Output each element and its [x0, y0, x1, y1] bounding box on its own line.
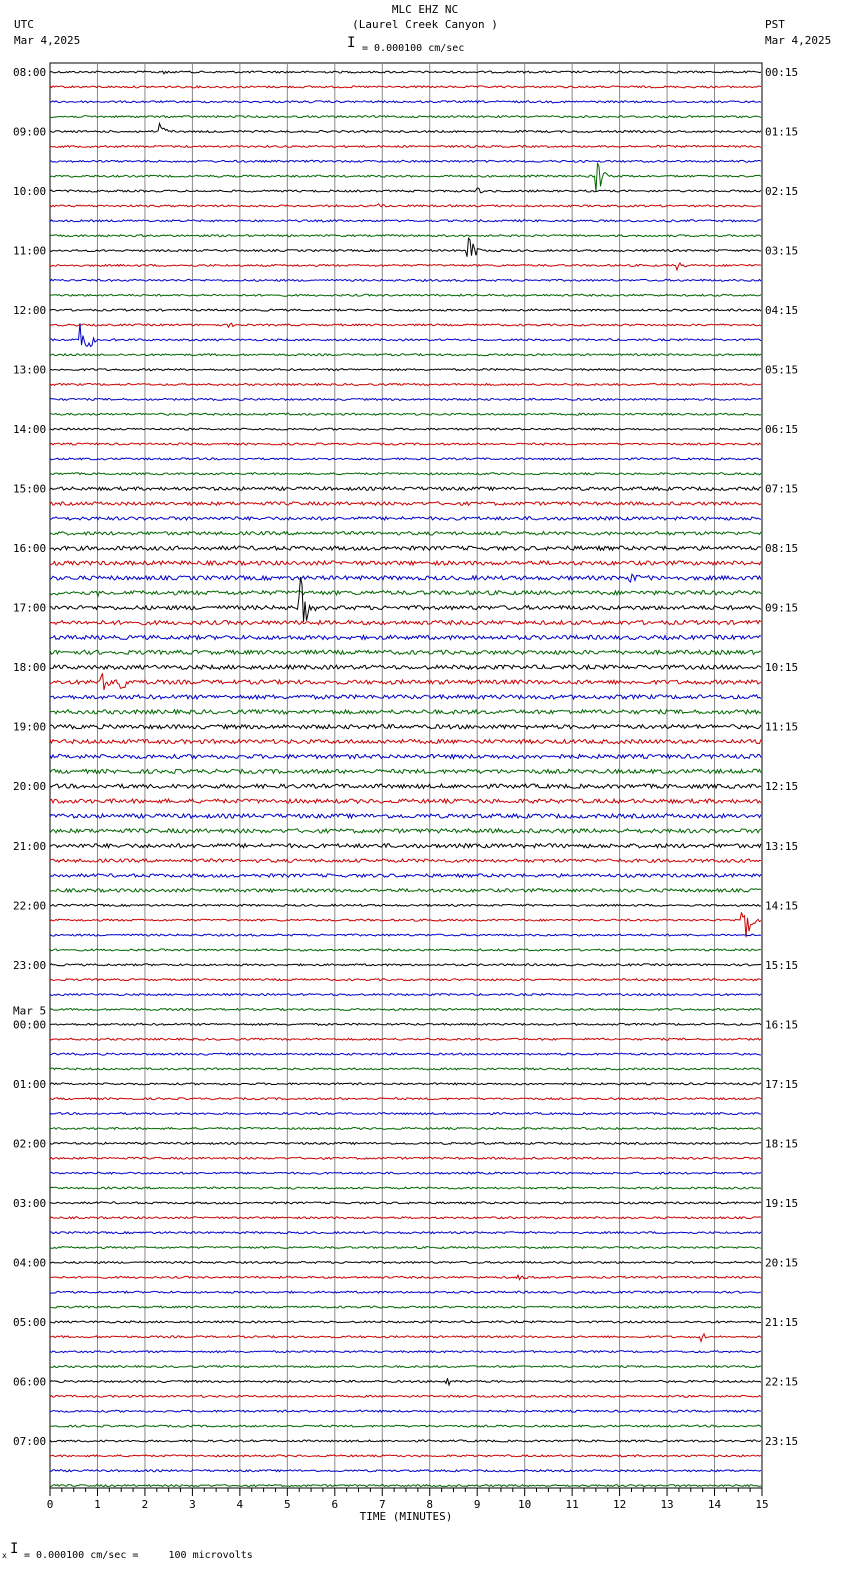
seismic-trace: [50, 964, 761, 966]
seismic-trace: [50, 428, 761, 430]
plot-frame: [50, 63, 762, 1488]
seismic-trace: [50, 101, 761, 103]
pst-hour-label: 11:15: [765, 720, 799, 734]
utc-hour-label: 03:00: [13, 1196, 47, 1210]
seismic-trace: [50, 1334, 761, 1342]
x-tick-label: 11: [565, 1498, 579, 1511]
seismic-trace: [50, 1351, 761, 1353]
utc-hour-label: 21:00: [13, 839, 47, 853]
seismic-trace: [50, 188, 761, 193]
utc-hour-label: 08:00: [13, 66, 47, 79]
seismic-trace: [50, 769, 761, 773]
seismic-trace: [50, 323, 761, 327]
seismic-trace: [50, 1008, 761, 1010]
utc-hour-label: 04:00: [13, 1256, 47, 1270]
utc-hour-label: 23:00: [13, 958, 47, 972]
seismic-trace: [50, 904, 761, 906]
seismic-trace: [50, 1275, 761, 1280]
seismic-trace: [50, 354, 761, 356]
right-timezone: PST: [765, 18, 785, 31]
pst-hour-label: 05:15: [765, 363, 799, 377]
seismic-trace: [50, 710, 761, 714]
seismic-trace: [50, 1142, 761, 1144]
pst-hour-label: 10:15: [765, 661, 799, 675]
seismic-trace: [50, 309, 761, 311]
seismic-trace: [50, 160, 761, 162]
seismic-trace: [50, 398, 761, 400]
x-tick-label: 12: [612, 1498, 627, 1511]
pst-hour-label: 19:15: [765, 1196, 799, 1210]
pst-hour-label: 00:15: [765, 66, 799, 79]
seismic-trace: [50, 1157, 761, 1159]
seismic-trace: [50, 1068, 761, 1070]
seismic-trace: [50, 220, 761, 222]
seismic-trace: [50, 859, 761, 862]
pst-hour-label: 18:15: [765, 1137, 799, 1151]
seismic-trace: [50, 650, 761, 654]
x-tick-label: 4: [236, 1498, 244, 1511]
seismic-trace: [50, 369, 761, 371]
seismic-trace: [50, 1440, 761, 1442]
pst-hour-label: 13:15: [765, 839, 799, 853]
x-tick-label: 9: [473, 1498, 481, 1511]
utc-hour-label: 12:00: [13, 304, 47, 318]
seismic-trace: [50, 577, 761, 622]
seismic-trace: [50, 458, 761, 460]
seismic-trace: [50, 844, 761, 848]
seismic-trace: [50, 204, 761, 207]
utc-hour-label: 10:00: [13, 185, 47, 199]
seismic-trace: [50, 279, 761, 281]
seismic-trace: [50, 502, 761, 505]
seismic-trace: [50, 517, 761, 520]
seismic-trace: [50, 238, 761, 257]
seismic-trace: [50, 263, 761, 270]
seismic-trace: [50, 1455, 761, 1457]
seismic-trace: [50, 1410, 761, 1412]
seismic-trace: [50, 1083, 761, 1085]
seismic-trace: [50, 574, 761, 582]
seismic-trace: [50, 487, 761, 490]
utc-hour-label: 11:00: [13, 244, 47, 258]
seismic-trace: [50, 1366, 761, 1368]
seismic-trace: [50, 1321, 761, 1323]
seismic-trace: [50, 1232, 761, 1234]
pst-hour-label: 20:15: [765, 1256, 799, 1270]
pst-hour-label: 14:15: [765, 899, 799, 913]
footer-scale-bar-icon: I: [10, 1541, 19, 1557]
utc-hour-label: 14:00: [13, 423, 47, 437]
seismic-trace: [50, 1425, 761, 1427]
x-tick-label: 0: [46, 1498, 54, 1511]
utc-hour-label: 13:00: [13, 363, 47, 377]
utc-hour-label: 20:00: [13, 780, 47, 794]
seismic-trace: [50, 1291, 761, 1293]
station-title: MLC EHZ NC: [391, 3, 459, 16]
seismic-trace: [50, 124, 761, 133]
seismic-trace: [50, 1247, 761, 1249]
utc-hour-label: 02:00: [13, 1137, 47, 1151]
seismic-trace: [50, 1217, 761, 1219]
seismic-trace: [50, 1485, 761, 1487]
utc-hour-label: 05:00: [13, 1315, 47, 1329]
seismic-trace: [50, 949, 761, 951]
right-date: Mar 4,2025: [765, 34, 832, 47]
utc-hour-label: 15:00: [13, 482, 47, 496]
footer-scale-label: = 0.000100 cm/sec = 100 microvolts: [24, 1550, 253, 1561]
seismic-trace: [50, 546, 761, 550]
seismic-trace: [50, 1306, 761, 1308]
seismic-trace: [50, 1395, 761, 1397]
utc-hour-label: 01:00: [13, 1077, 47, 1091]
pst-hour-label: 06:15: [765, 423, 799, 437]
seismic-trace: [50, 323, 761, 346]
seismic-trace: [50, 1098, 761, 1100]
seismic-trace: [50, 1261, 761, 1263]
utc-hour-label: 00:00: [13, 1018, 47, 1032]
seismic-trace: [50, 1053, 761, 1055]
seismic-trace: [50, 71, 761, 74]
seismic-trace: [50, 1187, 761, 1189]
pst-hour-label: 23:15: [765, 1434, 799, 1448]
seismic-trace: [50, 145, 761, 147]
seismic-trace: [50, 994, 761, 996]
pst-hour-label: 12:15: [765, 780, 799, 794]
x-tick-label: 10: [518, 1498, 532, 1511]
scale-bar-icon: I: [347, 35, 356, 51]
seismic-trace: [50, 695, 761, 699]
seismic-trace: [50, 874, 761, 877]
pst-hour-label: 04:15: [765, 304, 799, 318]
x-tick-label: 5: [284, 1498, 291, 1511]
station-location: (Laurel Creek Canyon ): [352, 18, 498, 31]
pst-hour-label: 08:15: [765, 542, 799, 556]
utc-hour-label: 22:00: [13, 899, 47, 913]
seismic-trace: [50, 621, 761, 625]
utc-hour-label: 17:00: [13, 601, 47, 615]
pst-hour-label: 01:15: [765, 125, 799, 139]
seismic-trace: [50, 1038, 761, 1040]
seismic-trace: [50, 1202, 761, 1204]
seismic-trace: [50, 829, 761, 833]
x-tick-label: 6: [331, 1498, 339, 1511]
pst-hour-label: 03:15: [765, 244, 799, 258]
utc-hour-label: 18:00: [13, 661, 47, 675]
seismic-trace: [50, 235, 761, 237]
pst-hour-label: 02:15: [765, 185, 799, 199]
pst-hour-label: 09:15: [765, 601, 799, 615]
x-tick-label: 15: [755, 1498, 769, 1511]
seismic-trace: [50, 934, 761, 936]
x-axis-title: TIME (MINUTES): [359, 1510, 453, 1523]
seismic-trace: [50, 889, 761, 892]
header-scale-label: = 0.000100 cm/sec: [362, 43, 465, 54]
seismic-trace: [50, 635, 761, 639]
x-tick-label: 8: [426, 1498, 434, 1511]
seismic-trace: [50, 591, 761, 597]
seismic-trace: [50, 725, 761, 729]
seismic-trace: [50, 116, 761, 118]
seismic-trace: [50, 294, 761, 296]
seismic-trace: [50, 384, 761, 386]
seismic-trace: [50, 443, 761, 445]
seismic-trace: [50, 532, 761, 535]
x-tick-label: 1: [94, 1498, 101, 1511]
seismic-trace: [50, 740, 761, 744]
left-date: Mar 4,2025: [14, 34, 81, 47]
seismic-trace: [50, 673, 761, 690]
pst-hour-label: 17:15: [765, 1077, 799, 1091]
x-tick-label: 14: [707, 1498, 722, 1511]
seismic-trace: [50, 1172, 761, 1174]
seismic-trace: [50, 473, 761, 475]
date-change-label: Mar 5: [13, 1004, 47, 1018]
seismic-trace: [50, 912, 761, 937]
seismic-trace: [50, 561, 761, 565]
seismic-trace: [50, 1470, 761, 1472]
pst-hour-label: 22:15: [765, 1375, 799, 1389]
seismic-trace: [50, 799, 761, 803]
pst-hour-label: 07:15: [765, 482, 799, 496]
seismic-trace: [50, 1378, 761, 1385]
footer-mark: x: [2, 1551, 7, 1560]
x-tick-label: 7: [378, 1498, 386, 1511]
seismic-trace: [50, 979, 761, 981]
seismic-trace: [50, 1113, 761, 1115]
seismic-trace: [50, 784, 761, 788]
seismic-trace: [50, 1128, 761, 1130]
seismic-trace: [50, 665, 761, 669]
utc-hour-label: 09:00: [13, 125, 47, 139]
pst-hour-label: 15:15: [765, 958, 799, 972]
utc-hour-label: 19:00: [13, 720, 47, 734]
utc-hour-label: 16:00: [13, 542, 47, 556]
seismic-trace: [50, 754, 761, 758]
pst-hour-label: 21:15: [765, 1315, 799, 1329]
seismic-trace: [50, 814, 761, 818]
x-tick-label: 3: [189, 1498, 196, 1511]
utc-hour-label: 06:00: [13, 1375, 47, 1389]
pst-hour-label: 16:15: [765, 1018, 799, 1032]
x-tick-label: 2: [141, 1498, 149, 1511]
seismic-trace: [50, 413, 761, 415]
seismic-trace: [50, 163, 761, 191]
utc-hour-label: 07:00: [13, 1434, 47, 1448]
left-timezone: UTC: [14, 18, 34, 31]
x-tick-label: 13: [660, 1498, 674, 1511]
seismic-trace: [50, 1023, 761, 1025]
seismic-trace: [50, 86, 761, 88]
